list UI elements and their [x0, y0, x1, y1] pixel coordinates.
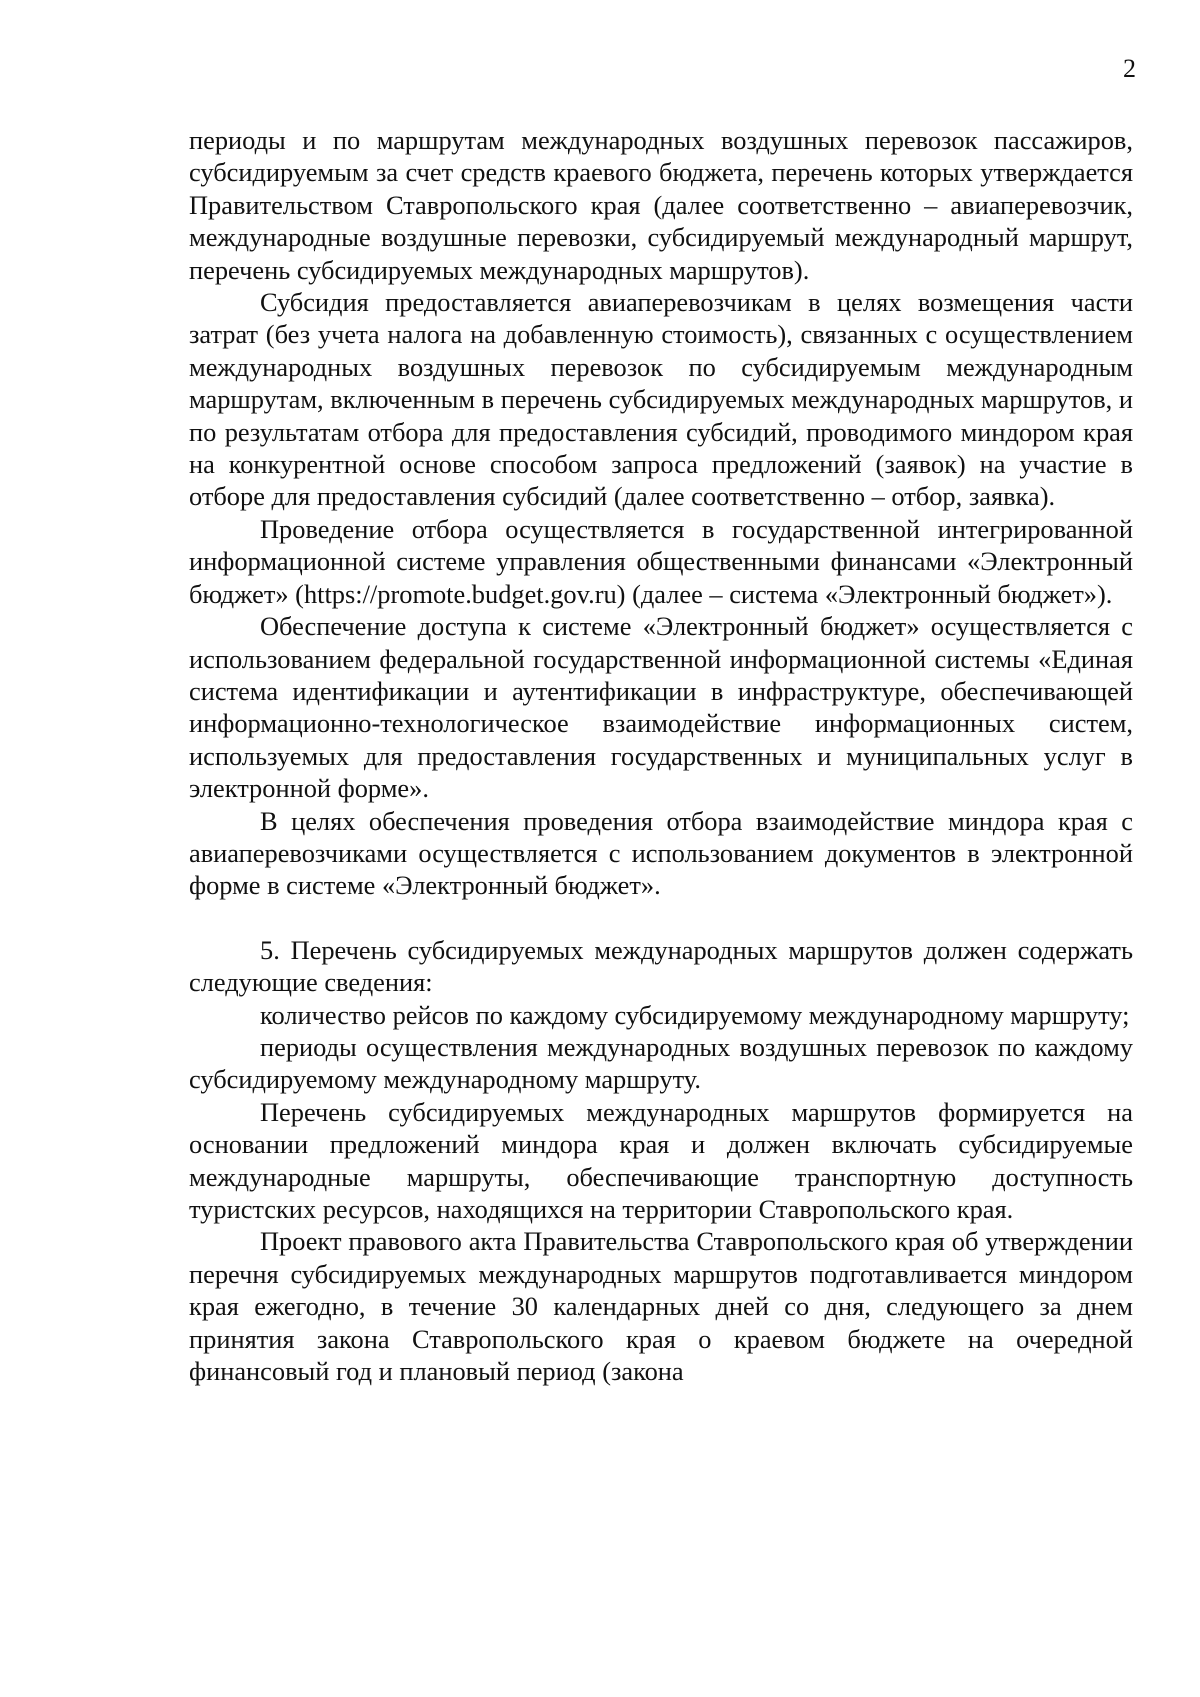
paragraph-draft-act: Проект правового акта Правительства Ставропольского края об утверждении перечня субсидируемых международных маршрутов подготавливается миндором края ежегодно, в течение 30 календарных дней со дня, следующего за днем принятия закона Ставропольского края о краевом бюджете на очередной финансовый год и плановый период (закона — [189, 1226, 1133, 1387]
paragraph-electronic-interaction: В целях обеспечения проведения отбора взаимодействие миндора края с авиаперевозчиками осуществляется с использованием документов в электронной форме в системе «Электронный бюджет». — [189, 805, 1133, 901]
paragraph-flights-count: количество рейсов по каждому субсидируемому международному маршруту; — [260, 999, 1130, 1030]
paragraph-section-5: 5. Перечень субсидируемых международных маршрутов должен содержать следующие сведения: — [189, 934, 1133, 998]
page-number: 2 — [1123, 54, 1136, 83]
paragraph-continuation: периоды и по маршрутам международных воздушных перевозок пассажиров, субсидируемым за счет средств краевого бюджета, перечень которых утверждается Правительством Ставропольского края (далее соответственно – авиаперевозчик, международные воздушные перевозки, субсидируемый международный маршрут, перечень субсидируемых международных маршрутов). — [189, 125, 1133, 285]
paragraph-system-access: Обеспечение доступа к системе «Электронный бюджет» осуществляется с использованием федеральной государственной информационной системы «Единая система идентификации и аутентификации в инфраструктуре, обеспечивающей информационно-технологическое взаимодействие информационных систем, используемых для предоставления государственных и муниципальных услуг в электронной форме». — [189, 611, 1133, 804]
paragraph-subsidy-purpose: Субсидия предоставляется авиаперевозчикам в целях возмещения части затрат (без учета налога на добавленную стоимость), связанных с осуществлением международных воздушных перевозок по субсидируемым международным маршрутам, включенным в перечень субсидируемых международных маршрутов, и по результатам отбора для предоставления субсидий, проводимого миндором края на конкурентной основе способом запроса предложений (заявок) на участие в отборе для предоставления субсидий (далее соответственно – отбор, заявка). — [189, 287, 1133, 512]
paragraph-list-formation: Перечень субсидируемых международных маршрутов формируется на основании предложений миндора края и должен включать субсидируемые международные маршруты, обеспечивающие транспортную доступность туристских ресурсов, находящихся на территории Ставропольского края. — [189, 1096, 1133, 1224]
paragraph-transport-periods: периоды осуществления международных воздушных перевозок по каждому субсидируемому международному маршруту. — [189, 1031, 1133, 1095]
paragraph-selection-system: Проведение отбора осуществляется в государственной интегрированной информационной системе управления общественными финансами «Электронный бюджет» (https://promote.budget.gov.ru) (далее – система «Электронный бюджет»). — [189, 513, 1133, 609]
document-body — [189, 124, 1133, 1387]
